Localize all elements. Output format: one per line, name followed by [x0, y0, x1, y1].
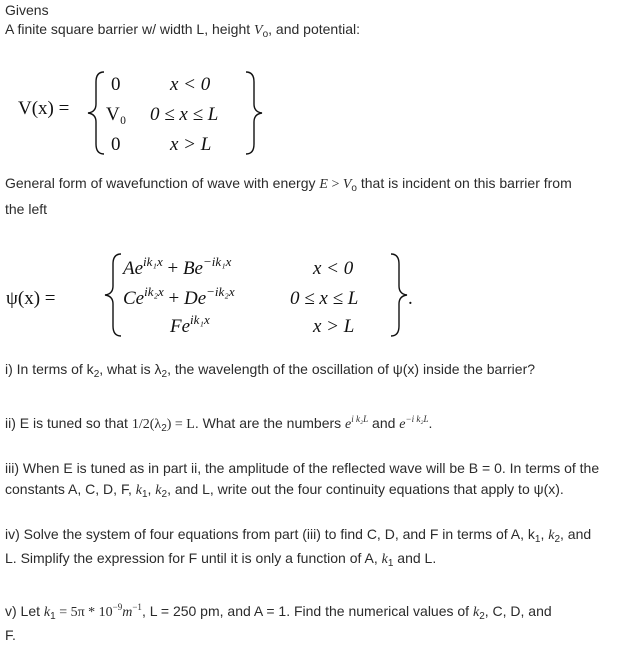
- q3-k1: k: [135, 483, 142, 498]
- q2-mid: . What are the numbers: [194, 415, 346, 431]
- question-iii-line2: [5, 479, 627, 501]
- potential-row3-cond: x > L: [170, 134, 212, 155]
- psi-right-brace: [391, 254, 407, 336]
- potential-row1-cond: x < 0: [170, 74, 211, 95]
- potential-left-brace: [88, 72, 104, 154]
- psi-tail: .: [408, 288, 413, 309]
- general-form-pre: General form of wavefunction of wave with energy: [5, 175, 320, 191]
- question-iii-line1: iii) When E is tuned as in part ii, the amplitude of the reflected wave will be B = 0. In terms of the: [5, 460, 600, 476]
- q1-pre: i) In terms of k: [5, 361, 94, 377]
- q2-and: and: [368, 415, 400, 431]
- q5-k1: k: [43, 605, 51, 620]
- psi-lhs: ψ(x) =: [6, 288, 56, 309]
- height-symbol: V: [254, 23, 263, 38]
- intro-text-post: , and potential:: [268, 21, 361, 37]
- question-v-line1: [5, 601, 627, 623]
- psi-row3-exp1: ik₁x: [190, 312, 210, 327]
- general-form-post: that is incident on this barrier from: [356, 175, 572, 191]
- q4-comma: ,: [540, 526, 549, 542]
- q5-exp: −9: [112, 602, 123, 612]
- height-subscript: o: [262, 29, 269, 40]
- q1-mid: , what is λ: [99, 361, 162, 377]
- q5-mid: , L = 250 pm, and A = 1. Find the numerical values of: [141, 603, 473, 619]
- q5-sub1: 1: [50, 611, 56, 622]
- q3-post: , and L, write out the four continuity equations that apply to ψ(x).: [167, 481, 564, 497]
- givens-heading: Givens: [5, 2, 49, 18]
- question-i: [5, 359, 627, 379]
- q3-comma: ,: [147, 481, 156, 497]
- q2-expr2: ) = L: [166, 417, 195, 432]
- q5-pre: v) Let: [5, 603, 44, 619]
- q2-e1: e: [345, 417, 352, 432]
- intro-text-pre: A finite square barrier w/ width L, height: [5, 21, 255, 37]
- psi-row2-coef1: Ce: [123, 288, 145, 309]
- potential-row1-value: 0: [111, 74, 121, 95]
- psi-row1-exp1: ik₁x: [143, 254, 163, 269]
- q2-exp1: i k₂L: [351, 414, 369, 424]
- psi-row2-exp1: ik₂x: [144, 284, 164, 299]
- q2-end: .: [428, 415, 433, 431]
- question-ii: [5, 413, 627, 435]
- q2-exp2: −i k₂L: [405, 414, 429, 424]
- psi-row3-coef1: Fe: [170, 316, 191, 337]
- q4-sub3: 1: [387, 558, 394, 569]
- psi-row1-cond: x < 0: [313, 258, 354, 279]
- wavefunction-equation: [0, 248, 420, 340]
- potential-right-brace: [246, 72, 262, 154]
- psi-row1-plus: +: [162, 258, 183, 279]
- q4-k2: k: [548, 528, 555, 543]
- q4-line2-pre: L. Simplify the expression for F until it is only a function of A,: [5, 550, 382, 566]
- psi-left-brace: [105, 254, 121, 336]
- potential-row2-value: V₀: [106, 104, 127, 125]
- general-form-line1: [5, 173, 627, 195]
- question-iv-line1: [5, 524, 627, 546]
- q3-pre: constants A, C, D, F,: [5, 481, 136, 497]
- greater-than: >: [327, 177, 343, 192]
- psi-row1-exp2: −ik₁x: [202, 254, 232, 269]
- general-form-line2: the left: [5, 201, 48, 217]
- question-v-line2: F.: [5, 627, 16, 643]
- height-symbol-2: V: [342, 177, 352, 192]
- potential-row3-value: 0: [111, 134, 121, 155]
- psi-row2-cond: 0 ≤ x ≤ L: [290, 288, 359, 309]
- potential-row2-cond: 0 ≤ x ≤ L: [150, 104, 219, 125]
- q1-sub-lambda2: 2: [161, 369, 168, 380]
- q2-sub: 2: [161, 423, 167, 434]
- psi-row2-term: [123, 284, 235, 309]
- intro-line: [5, 19, 627, 41]
- q4-sub1: 1: [534, 534, 541, 545]
- q1-post: , the wavelength of the oscillation of ψ(x) inside the barrier?: [167, 361, 536, 377]
- q5-sub2: 2: [479, 611, 485, 622]
- q4-post: , and: [560, 526, 592, 542]
- q2-expr: 1/2(λ: [131, 417, 162, 432]
- q3-k2: k: [155, 483, 162, 498]
- psi-row2-plus: +: [163, 288, 184, 309]
- q3-sub1: 1: [141, 489, 148, 500]
- q5-unit: m: [122, 605, 133, 620]
- q2-pre: ii) E is tuned so that: [5, 415, 132, 431]
- q4-k1: k: [381, 552, 388, 567]
- q5-post: , C, D, and: [484, 603, 552, 619]
- q4-line2-post: and L.: [393, 550, 437, 566]
- q4-pre: iv) Solve the system of four equations from part (iii) to find C, D, and F in terms of A, k: [5, 526, 535, 542]
- psi-row3-term: [169, 312, 210, 337]
- psi-row2-exp2: −ik₂x: [206, 284, 235, 299]
- q4-sub2: 2: [554, 534, 560, 545]
- potential-lhs: V(x) =: [18, 98, 70, 119]
- question-iv-line2: [5, 548, 627, 570]
- energy-symbol: E: [319, 177, 328, 192]
- psi-row1-term: [121, 254, 232, 279]
- psi-row1-coef2: Be: [182, 258, 203, 279]
- q5-k2: k: [472, 605, 480, 620]
- potential-equation: [0, 68, 300, 158]
- q2-e2: e: [399, 417, 406, 432]
- height-subscript-2: o: [351, 183, 357, 194]
- q1-sub-k2: 2: [93, 369, 100, 380]
- psi-row3-cond: x > L: [313, 316, 355, 337]
- psi-row1-coef1: Ae: [123, 258, 144, 279]
- psi-row2-coef2: De: [184, 288, 207, 309]
- q3-sub2: 2: [161, 489, 168, 500]
- q5-eq: = 5π * 10: [55, 605, 113, 620]
- q5-uexp: −1: [132, 602, 142, 612]
